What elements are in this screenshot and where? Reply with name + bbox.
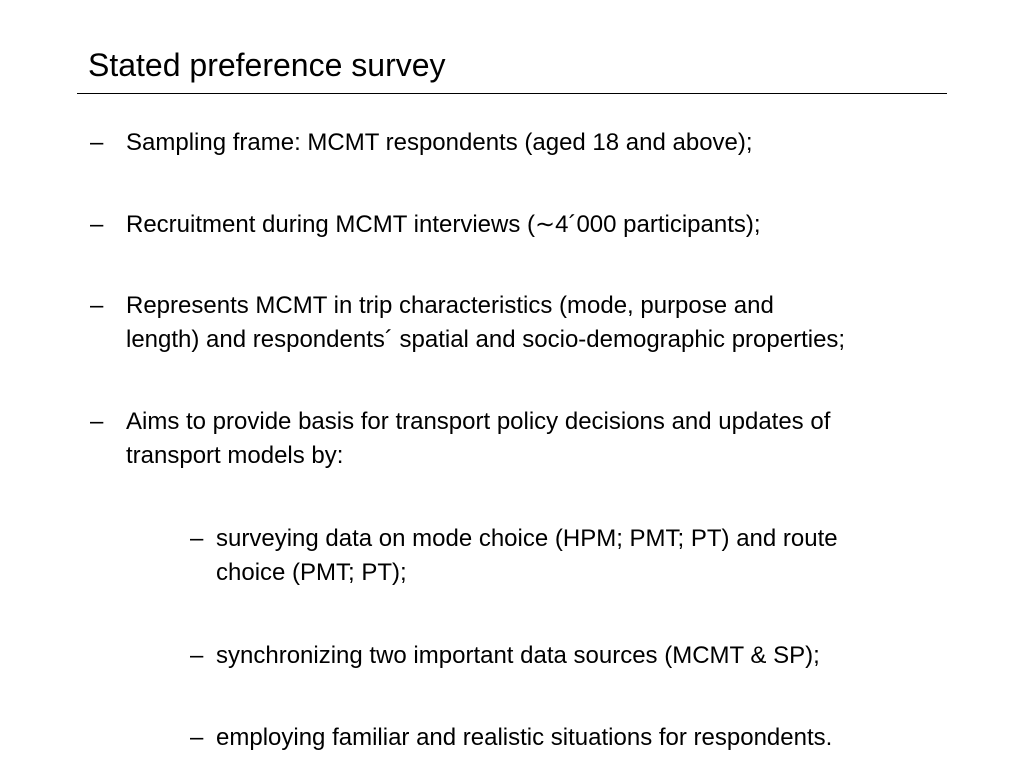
- bullet-text-line1: Aims to provide basis for transport policy decisions and updates of: [126, 408, 831, 435]
- bullet-recruitment: [90, 208, 1006, 242]
- title-divider: [77, 93, 947, 94]
- sub-bullet-dash: –: [190, 642, 204, 669]
- bullet-text: Sampling frame: MCMT respondents (aged 18 and above);: [126, 129, 753, 156]
- sub-bullet-dash: –: [190, 525, 204, 552]
- sub-bullet-dash: –: [190, 724, 204, 751]
- bullet-sampling-frame: [90, 126, 1006, 160]
- sub-bullet-text-line2: choice (PMT; PT);: [216, 559, 407, 586]
- bullet-text-line2: length) and respondents´ spatial and socio-demographic properties;: [126, 326, 846, 353]
- bullet-dash: –: [90, 211, 104, 238]
- slide-title: Stated preference survey: [88, 47, 446, 83]
- bullet-text-line2: transport models by:: [126, 442, 344, 469]
- bullet-text-line1: Represents MCMT in trip characteristics (mode, purpose and: [126, 292, 774, 319]
- sub-bullet-text: employing familiar and realistic situations for respondents.: [216, 724, 833, 751]
- sub-bullet-text-line1: surveying data on mode choice (HPM; PMT; PT) and route: [216, 525, 838, 552]
- sub-bullet-employing: [190, 721, 1006, 755]
- bullet-dash: –: [90, 292, 104, 319]
- bullet-text: Recruitment during MCMT interviews (∼4´000 participants);: [126, 211, 761, 238]
- sub-bullet-text: synchronizing two important data sources (MCMT & SP);: [216, 642, 820, 669]
- sub-bullet-synchronizing: [190, 639, 1006, 673]
- bullet-represents: [90, 289, 1006, 357]
- bullet-aims: [90, 405, 1006, 473]
- bullet-dash: –: [90, 129, 104, 156]
- bullet-dash: –: [90, 408, 104, 435]
- sub-bullet-surveying: [190, 522, 1006, 590]
